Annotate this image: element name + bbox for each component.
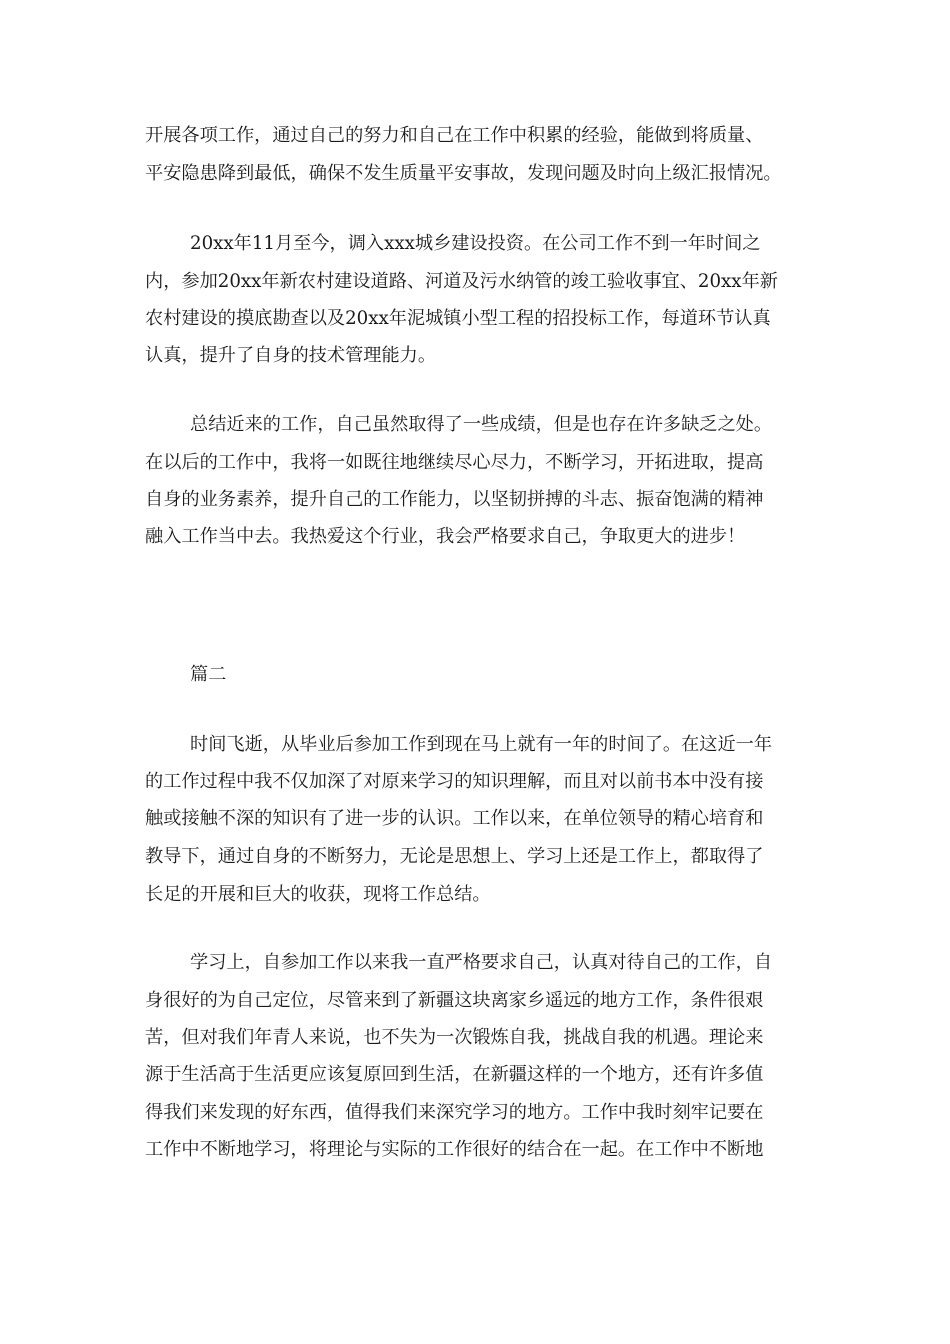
text-line: 的工作过程中我不仅加深了对原来学习的知识理解，而且对以前书本中没有接 xyxy=(145,771,764,792)
text-line: 农村建设的摸底勘查以及20xx年泥城镇小型工程的招投标工作，每道环节认真 xyxy=(145,308,771,329)
text-line: 得我们来发现的好东西，值得我们来深究学习的地方。工作中我时刻牢记要在 xyxy=(145,1102,764,1123)
text-line: 时间飞逝，从毕业后参加工作到现在马上就有一年的时间了。在这近一年 xyxy=(190,734,773,755)
text-line: 平安隐患降到最低，确保不发生质量平安事故，发现问题及时向上级汇报情况。 xyxy=(145,163,782,184)
text-line: 源于生活高于生活更应该复原回到生活，在新疆这样的一个地方，还有许多值 xyxy=(145,1064,764,1085)
text-line: 在以后的工作中，我将一如既往地继续尽心尽力，不断学习，开拓进取，提高 xyxy=(145,452,764,473)
section-heading: 篇二 xyxy=(190,664,227,685)
text-line: 教导下，通过自身的不断努力，无论是思想上、学习上还是工作上，都取得了 xyxy=(145,846,764,867)
text-line: 触或接触不深的知识有了进一步的认识。工作以来，在单位领导的精心培育和 xyxy=(145,808,764,829)
text-line: 长足的开展和巨大的收获，现将工作总结。 xyxy=(145,884,491,905)
text-line: 自身的业务素养，提升自己的工作能力，以坚韧拼搏的斗志、振奋饱满的精神 xyxy=(145,489,764,510)
text-line: 内，参加20xx年新农村建设道路、河道及污水纳管的竣工验收事宜、20xx年新 xyxy=(145,271,778,292)
text-line: 身很好的为自己定位，尽管来到了新疆这块离家乡遥远的地方工作，条件很艰 xyxy=(145,990,764,1011)
text-line: 开展各项工作，通过自己的努力和自己在工作中积累的经验，能做到将质量、 xyxy=(145,125,764,146)
text-line: 苦，但对我们年青人来说，也不失为一次锻炼自我，挑战自我的机遇。理论来 xyxy=(145,1027,764,1048)
text-line: 20xx年11月至今，调入xxx城乡建设投资。在公司工作不到一年时间之 xyxy=(190,233,761,254)
text-line: 融入工作当中去。我热爱这个行业，我会严格要求自己，争取更大的进步！ xyxy=(145,526,746,547)
text-line: 总结近来的工作，自己虽然取得了一些成绩，但是也存在许多缺乏之处。 xyxy=(190,414,773,435)
text-line: 认真，提升了自身的技术管理能力。 xyxy=(145,345,437,366)
text-line: 学习上，自参加工作以来我一直严格要求自己，认真对待自己的工作，自 xyxy=(190,952,773,973)
text-line: 工作中不断地学习，将理论与实际的工作很好的结合在一起。在工作中不断地 xyxy=(145,1139,764,1160)
